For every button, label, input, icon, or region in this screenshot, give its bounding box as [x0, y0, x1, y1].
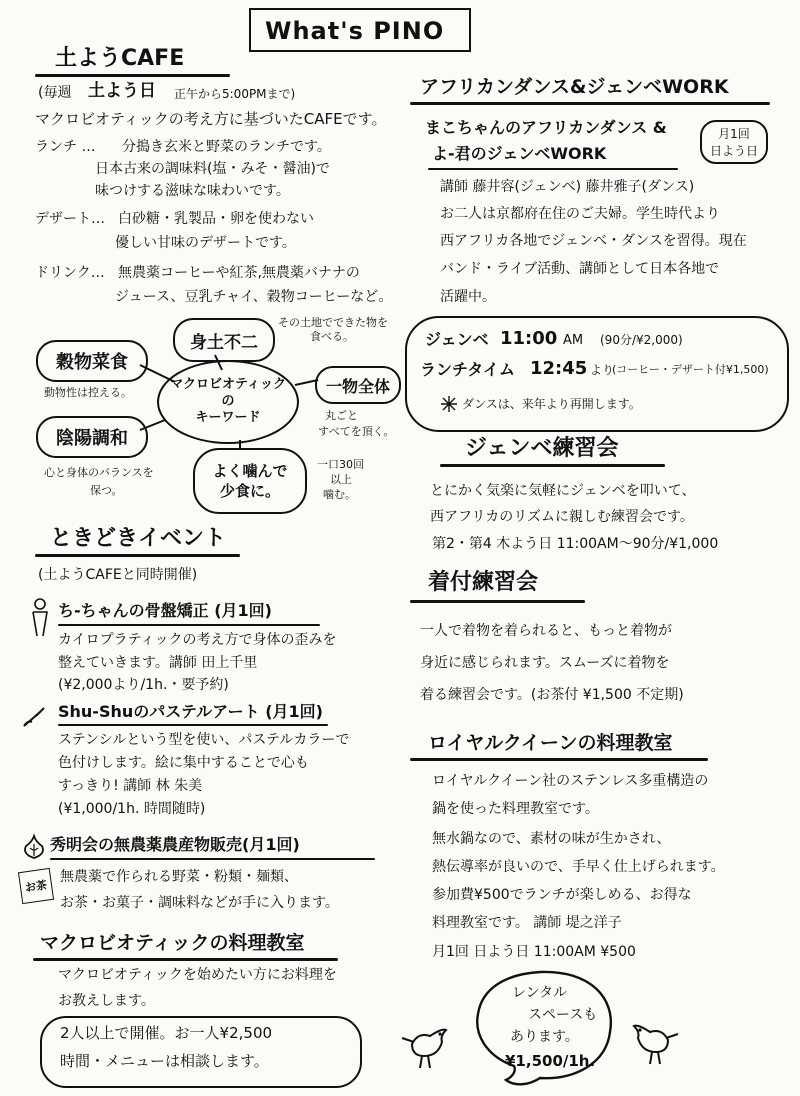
keyword-5-note-3: 噛む。: [323, 488, 356, 501]
box-line-2-d: (コーヒー・デザート付¥1,500): [612, 363, 769, 376]
box-line-2-c: より: [590, 363, 615, 377]
event-1-line-1: カイロプラティックの考え方で身体の歪みを: [58, 632, 337, 648]
event-3-title: 秀明会の無農薬農産物販売(月1回): [50, 835, 300, 854]
cafe-schedule-time: 正午から5:00PMまで): [174, 87, 296, 101]
royal-line-4: 熱伝導率が良いので、手早く仕上げられます。: [432, 859, 725, 875]
event-1-underline: [58, 624, 320, 626]
box-line-2-a: ランチタイム: [420, 360, 515, 379]
rental-line-3: あります。: [510, 1029, 579, 1045]
box-line-1-b: 11:00: [500, 328, 558, 349]
kimono-line-2: 身近に感じられます。スムーズに着物を: [420, 655, 670, 671]
keyword-5-bubble: [193, 448, 307, 514]
keyword-5-note-1: 一口30回: [317, 458, 364, 471]
events-sub: (土ようCAFEと同時開催): [38, 567, 198, 583]
cafe-drink-line-1: 無農薬コーヒーや紅茶,無農薬バナナの: [118, 265, 360, 281]
keyword-2-bubble: [36, 340, 148, 382]
cafe-schedule-open: (毎週: [38, 85, 72, 101]
keyword-center-line-3: キーワード: [195, 410, 261, 426]
onion-icon: [20, 834, 48, 860]
event-2-underline: [58, 724, 328, 726]
african-line-2: お二人は京都府在住のご夫婦。学生時代より: [440, 206, 720, 222]
event-3-underline: [50, 858, 375, 860]
royal-heading: ロイヤルクイーンの料理教室: [428, 732, 673, 754]
tea-badge: [18, 868, 54, 904]
box-line-2-b: 12:45: [530, 358, 588, 379]
african-sub-2: よ-君のジェンベWORK: [432, 144, 607, 163]
cafe-item-label-drink: ドリンク…: [35, 265, 105, 281]
african-freq-box: [700, 120, 768, 164]
event-3-line-1: 無農薬で作られる野菜・粉類・麺類、: [60, 869, 298, 885]
cafe-lunch-line-2: 日本古来の調味料(塩・みそ・醤油)で: [95, 161, 330, 177]
event-2-line-3: すっきり! 講師 林 朱美: [58, 778, 203, 794]
cooking-line-2: お教えします。: [58, 993, 155, 1009]
djembe-line-2: 西アフリカのリズムに親しむ練習会です。: [430, 509, 694, 525]
african-heading: アフリカンダンス&ジェンベWORK: [420, 76, 729, 98]
event-2-line-2: 色付けします。絵に集中することで心も: [58, 755, 309, 771]
keyword-1: 身土不二: [190, 332, 258, 353]
event-2-line-1: ステンシルという型を使い、パステルカラーで: [58, 732, 350, 748]
events-heading-underline: [35, 554, 240, 557]
cooking-heading-underline: [33, 958, 338, 961]
event-2-title: Shu-Shuのパステルアート (月1回): [58, 702, 323, 721]
cafe-heading: 土ようCAFE: [55, 46, 185, 71]
keyword-2: 穀物菜食: [56, 352, 128, 373]
keyword-4: 陰陽調和: [56, 428, 128, 449]
african-sub-1: まこちゃんのアフリカンダンス &: [425, 118, 667, 137]
african-heading-underline: [410, 102, 770, 105]
african-line-1: 講師 藤井容(ジェンベ) 藤井雅子(ダンス): [440, 179, 695, 195]
djembe-practice-heading: ジェンベ練習会: [465, 436, 619, 461]
sparkle-icon: [440, 395, 458, 413]
kimono-line-3: 着る練習会です。(お茶付 ¥1,500 不定期): [420, 687, 684, 703]
african-line-3: 西アフリカ各地でジェンベ・ダンスを習得。現在: [440, 233, 747, 249]
african-line-5: 活躍中。: [440, 289, 496, 305]
keyword-3-note-1: 丸ごと: [325, 409, 358, 422]
keyword-5-line-1: よく噛んで: [212, 461, 288, 480]
cooking-box-line-1: 2人以上で開催。お一人¥2,500: [60, 1024, 273, 1042]
cafe-intro: マクロビオティックの考え方に基づいたCAFEです。: [35, 110, 387, 128]
rental-line-2: スペースも: [528, 1007, 598, 1023]
brush-icon: [22, 706, 50, 728]
cafe-dessert-line-2: 優しい甘味のデザートです。: [115, 235, 296, 251]
djembe-line-1: とにかく気楽に気軽にジェンベを叩いて、: [430, 483, 696, 499]
cafe-lunch-line-1: 分搗き玄米と野菜のランチです。: [122, 139, 331, 155]
african-line-4: バンド・ライブ活動、講師として日本各地で: [440, 261, 720, 277]
bird-left-icon: [400, 1014, 460, 1074]
cafe-lunch-line-3: 味つけする滋味な味わいです。: [95, 183, 290, 199]
page-title: What's PINO: [265, 17, 445, 45]
event-2-line-4: (¥1,000/1h. 時間随時): [58, 801, 206, 817]
keyword-center-line-1: マクロビオティック: [170, 376, 286, 392]
bird-right-icon: [620, 1010, 680, 1070]
cafe-schedule-day: 土よう日: [88, 81, 156, 101]
royal-heading-underline: [410, 758, 708, 761]
keyword-5-line-2: 少食に。: [219, 482, 280, 500]
keyword-center-line-2: の: [221, 393, 235, 409]
royal-line-7: 月1回 日よう日 11:00AM ¥500: [432, 944, 636, 960]
keyword-5-note-2: 以上: [330, 473, 352, 486]
box-line-1-d: (90分/¥2,000): [600, 333, 683, 347]
keyword-center: [157, 360, 299, 444]
keyword-4-note-2: 保つ。: [90, 484, 123, 497]
cafe-dessert-line-1: 白砂糖・乳製品・卵を使わない: [118, 211, 314, 227]
african-freq-1: 月1回: [718, 127, 750, 141]
cooking-line-1: マクロビオティックを始めたい方にお料理を: [58, 967, 337, 983]
cafe-item-label-lunch: ランチ …: [35, 139, 96, 155]
tea-badge-label: お茶: [24, 878, 48, 895]
rental-line-4: ¥1,500/1h.: [505, 1052, 596, 1070]
keyword-3-note-2: すべてを頂く。: [318, 425, 395, 438]
keyword-3: 一物全体: [325, 376, 390, 396]
person-icon: [28, 598, 52, 638]
keyword-1-bubble: [173, 318, 275, 362]
cooking-heading: マクロビオティックの料理教室: [40, 932, 305, 954]
african-freq-2: 日よう日: [709, 143, 758, 158]
kimono-line-1: 一人で着物を着られると、もっと着物が: [420, 623, 672, 639]
royal-line-1: ロイヤルクイーン社のステンレス多重構造の: [432, 773, 709, 789]
royal-line-3: 無水鍋なので、素材の味が生かされ、: [432, 831, 671, 847]
cafe-item-label-dessert: デザート…: [35, 211, 105, 227]
event-3-line-2: お茶・お菓子・調味料などが手に入ります。: [60, 895, 339, 911]
royal-line-2: 鍋を使った料理教室です。: [432, 801, 599, 817]
cooking-box-line-2: 時間・メニューは相談します。: [60, 1052, 269, 1070]
cafe-drink-line-2: ジュース、豆乳チャイ、穀物コーヒーなど。: [115, 289, 393, 305]
events-heading: ときどきイベント: [50, 526, 227, 551]
keyword-4-bubble: [36, 416, 148, 458]
keyword-3-bubble: [315, 366, 401, 404]
keyword-1-note-2: 食べる。: [310, 330, 354, 343]
african-sub-underline: [428, 168, 678, 170]
keyword-1-note-1: その土地でできた物を: [278, 316, 388, 329]
djembe-practice-underline: [440, 464, 665, 467]
box-line-1-a: ジェンベ: [425, 330, 489, 349]
rental-line-1: レンタル: [512, 985, 568, 1001]
event-1-title: ち-ちゃんの骨盤矯正 (月1回): [58, 601, 272, 620]
keyword-2-note: 動物性は控える。: [44, 386, 132, 399]
event-1-line-3: (¥2,000より/1h.・要予約): [58, 677, 229, 693]
djembe-line-3: 第2・第4 木よう日 11:00AM〜90分/¥1,000: [432, 536, 719, 552]
box-line-3: ダンスは、来年より再開します。: [462, 397, 641, 411]
keyword-4-note-1: 心と身体のバランスを: [44, 466, 154, 479]
kimono-heading: 着付練習会: [428, 570, 539, 595]
box-line-1-c: AM: [563, 333, 584, 348]
royal-line-5: 参加費¥500でランチが楽しめる、お得な: [432, 887, 692, 903]
event-1-line-2: 整えていきます。講師 田上千里: [58, 655, 258, 671]
royal-line-6: 料理教室です。 講師 堤之洋子: [432, 915, 622, 931]
kimono-heading-underline: [410, 600, 585, 603]
